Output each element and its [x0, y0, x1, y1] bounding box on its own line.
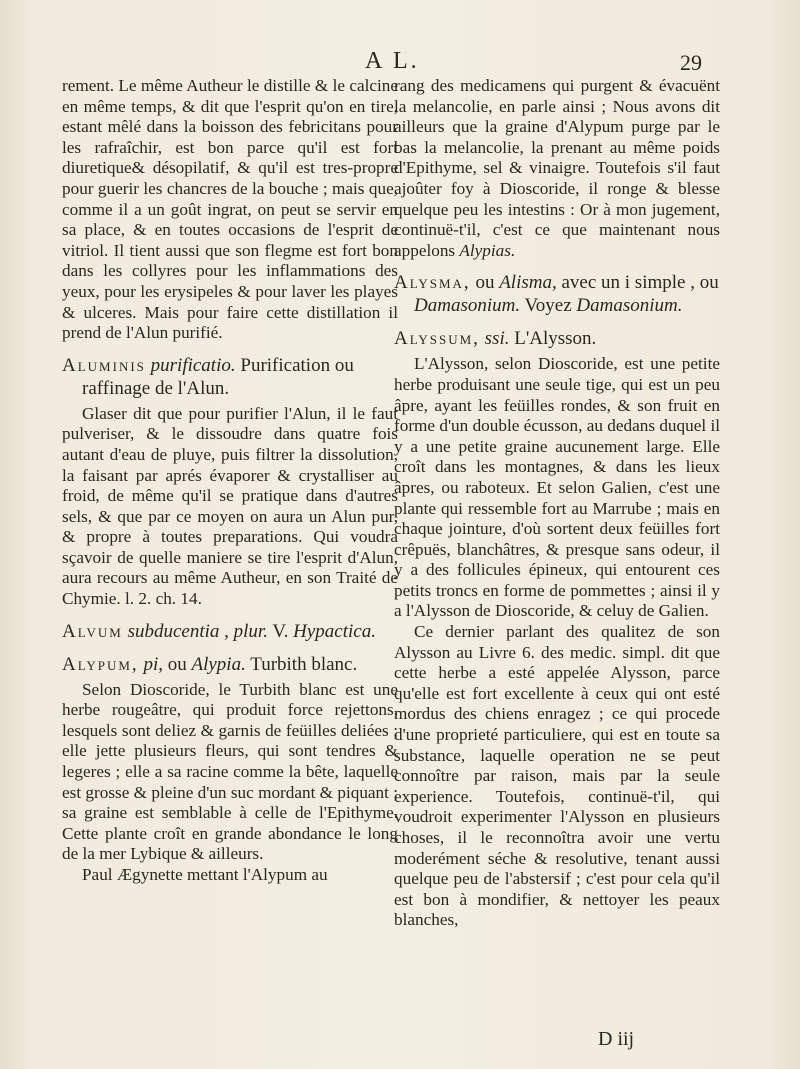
latin-term: Alypia.: [191, 653, 246, 675]
entry-connector: ou: [475, 272, 495, 294]
paragraph-text: rang des medicamens qui purgent & évacuënt la melancolie, en parle ainsi ; Nous avons dit ailleurs que la graine d'Alypum purge par le bas la melancolie, la prenant au même poids d'Epithyme, sel & vinaigre. Toutefois s'il faut ajoûter foy à Dioscoride, il ronge & blesse quelque peu les intestins : Or à mon jugement, continuë-t'il, c'est ce que maintenant nous appelons: [394, 76, 720, 260]
latin-term: ssi.: [484, 328, 510, 350]
latin-term: pi: [143, 653, 159, 675]
page-number: 29: [680, 50, 702, 75]
latin-term: subducentia , plur.: [127, 620, 268, 642]
entry-gloss: Turbith blanc.: [250, 653, 358, 675]
cross-reference: Damasonium.: [576, 295, 683, 317]
latin-term: Alypias.: [459, 240, 516, 260]
cross-reference: Hypactica.: [293, 620, 376, 642]
paragraph: Glaser dit que pour purifier l'Alun, il le faut pulveriser, & le dissoudre dans quatre fois autant d'eau de pluye, puis filtrer la dissolution, la faisant par aprés évaporer & crystalliser au froid, de même qu'il se pratique dans d'autres sels, & que par ce moyen on aura un Alun pur, & propre à toutes preparations. Qui voudra sçavoir de quelle maniere se tire l'esprit d'Alun, aura recours au même Autheur, en son Traité de Chymie. l. 2. ch. 14.: [62, 403, 398, 609]
entry-gloss: V.: [272, 620, 289, 642]
latin-term: Alisma,: [499, 272, 557, 294]
running-title: A L.: [365, 48, 420, 74]
left-column: [62, 76, 398, 886]
entry-heading-alvum: [62, 620, 398, 643]
paragraph: [394, 76, 720, 261]
paragraph: Ce dernier parlant des qualitez de son Alysson au Livre 6. des medic. simpl. dit que cette herbe a esté appelée Alysson, parce qu'elle est fort excellente à ceux qui ont esté mordus des chiens enragez ; ce qui procede d'une proprieté particuliere, qui est en toute sa substance, laquelle operation ne se peut connoître par raison, mais par la seule experience. Toutefois, continuë-t'il, qui voudroit experimenter l'Alysson en plusieurs choses, il le reconnoîtra avoir une vertu moderément séche & resolutive, tenant aussi quelque peu de l'abstersif ; c'est pour cela qu'il est bon à mondifier, & nettoyer les peaux blanches,: [394, 622, 720, 930]
entry-gloss: Voyez: [524, 295, 572, 317]
headword: Aluminis: [62, 354, 146, 376]
entry-heading-alypum: [62, 653, 398, 676]
entry-heading-alysma: [394, 271, 720, 317]
paragraph: Paul Ægynette mettant l'Alypum au: [82, 865, 328, 884]
signature-mark: D iij: [598, 1028, 635, 1050]
entry-gloss: avec un i simple , ou: [561, 272, 719, 294]
headword: Alysma,: [394, 272, 471, 294]
paragraph: rement. Le même Autheur le distille & le calcine en même temps, & dit que l'esprit qu'on en tire, estant mêlé dans la boisson des febricitans pour les rafraîchir, est bon parce qu'il est fort diuretique& désopilatif, & qu'il est tres-propre pour guerir les chancres de la bouche ; mais que, comme il a un goût ingrat, on peut se servir en sa place, & en toutes occasions de l'esprit de vitriol. Il tient aussi que son flegme est fort bon dans les collyres pour les inflammations des yeux, pour les erysipeles & pour laver les playes & ulceres. Mais pour faire cette distillation il prend de l'Alun purifié.: [62, 76, 398, 343]
headword: Alyssum,: [394, 328, 480, 350]
entry-connector: , ou: [158, 653, 187, 675]
headword: Alypum,: [62, 653, 139, 675]
paragraph: Selon Dioscoride, le Turbith blanc est une herbe rougeâtre, qui produit force rejettons, lesquels sont deliez & garnis de feüilles deliées ; elle jette plusieurs fleurs, qui sont tendres & legeres ; elle a sa racine comme la bête, laquelle est grosse & pleine d'un suc mordant & piquant ; sa graine est semblable à celle de l'Epithyme. Cette plante croît en grande abondance le long de la mer Lybique & ailleurs.: [62, 679, 398, 864]
right-column: [394, 76, 720, 931]
headword: Alvum: [62, 620, 123, 642]
latin-term: Damasonium.: [414, 295, 521, 317]
paragraph: L'Alysson, selon Dioscoride, est une petite herbe produisant une seule tige, qui est un peu âpre, ayant les feüilles rondes, & son fruit en forme d'un double écusson, au dedans duquel il y a une petite graine aucunement large. Elle croît dans les montagnes, & dans les lieux âpres, ou raboteux. Et selon Galien, c'est une plante qui ressemble fort au Marrube ; mais en chaque jointure, d'où sortent deux feüilles fort crêpuës, blanchâtres, & presque sans odeur, il y a des follicules épineux, qui entourent ces petits troncs en forme de pommettes ; ainsi il y a l'Alysson de Dioscoride, & celuy de Galien.: [394, 354, 720, 621]
entry-heading-aluminis: [62, 354, 398, 400]
latin-term: purificatio.: [150, 354, 236, 376]
entry-heading-alyssum: [394, 327, 720, 350]
entry-gloss: L'Alysson.: [514, 328, 597, 350]
entry-gloss: Purification ou raffinage de l'Alun.: [82, 354, 354, 399]
